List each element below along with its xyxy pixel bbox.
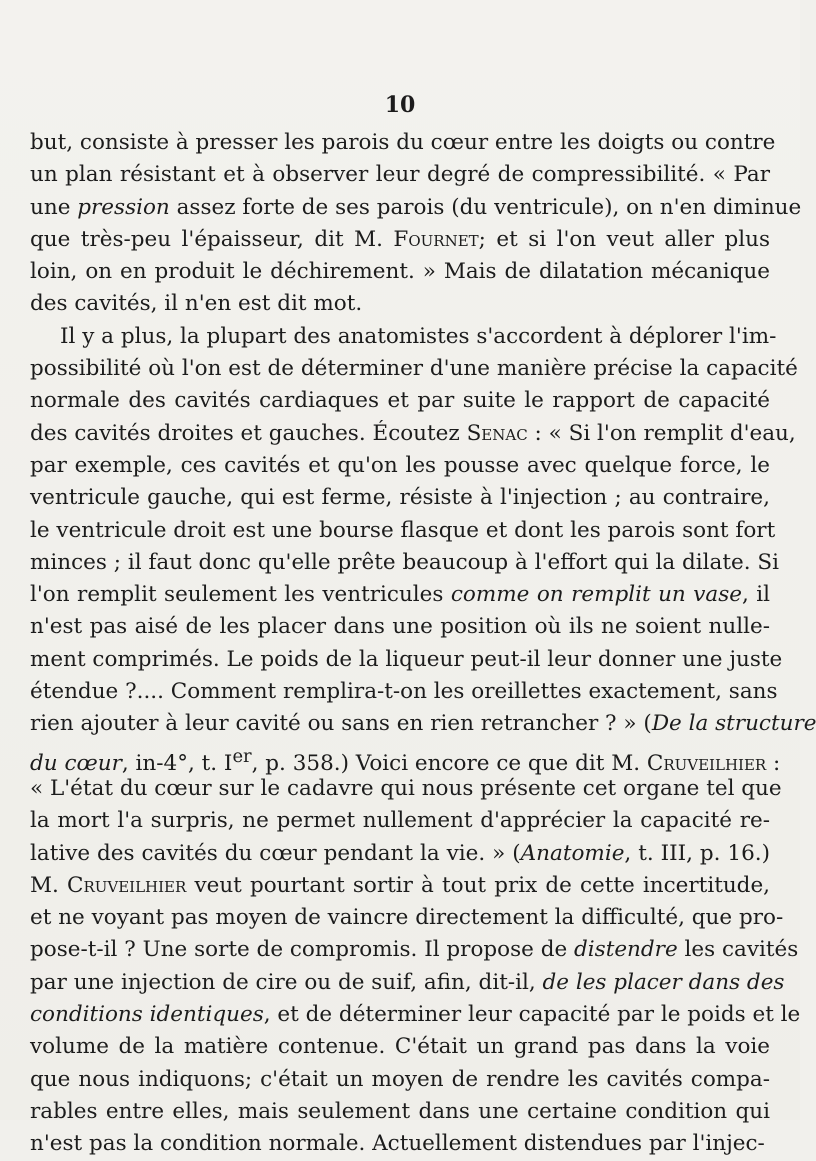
text-segment: des cavités droites et gauches. Écoutez — [30, 420, 467, 446]
text-line — [30, 418, 796, 450]
text-segment: , t. III, p. 16.) — [624, 840, 771, 866]
text-line — [30, 547, 779, 579]
text-segment: M. — [30, 872, 67, 898]
text-segment: par exemple, ces cavités et qu'on les pousse avec quelque force, le — [30, 452, 770, 478]
text-line — [30, 967, 785, 999]
text-segment: par une injection de cire ou de suif, afin, dit-il, — [30, 969, 543, 995]
text-line — [30, 127, 776, 159]
text-segment: ment comprimés. Le poids de la liqueur peut-il leur donner une juste — [30, 646, 783, 672]
italic-text: De la structure — [651, 711, 816, 737]
text-line — [30, 870, 770, 902]
text-segment: assez forte de ses parois (du ventricule), on n'en diminue — [169, 194, 802, 220]
text-segment: et ne voyant pas moyen de vaincre directement la difficulté, que pro- — [30, 905, 784, 931]
text-segment: ventricule gauche, qui est ferme, résiste à l'injection ; au contraire, — [30, 485, 770, 511]
text-segment: normale des cavités cardiaques et par suite le rapport de capacité — [30, 388, 770, 414]
italic-text: Anatomie — [520, 840, 625, 866]
text-line — [30, 450, 770, 482]
text-line — [30, 353, 798, 385]
text-segment: minces ; il faut donc qu'elle prête beaucoup à l'effort qui la dilate. Si — [30, 549, 779, 575]
text-segment: : — [766, 750, 781, 776]
text-segment: rables entre elles, mais seulement dans une certaine condition qui — [30, 1098, 770, 1124]
text-line — [30, 482, 770, 514]
italic-text: comme on remplit un vase — [450, 582, 742, 608]
text-line — [30, 805, 770, 837]
text-line — [30, 708, 816, 740]
text-line — [30, 288, 770, 320]
text-segment: pose-t-il ? Une sorte de compromis. Il propose de — [30, 937, 575, 963]
text-line — [30, 644, 783, 676]
text-line — [30, 256, 770, 288]
author-name: Cruveilhier — [646, 750, 767, 776]
text-line — [30, 1064, 770, 1096]
author-name: Cruveilhier — [67, 872, 187, 898]
body-text — [30, 127, 816, 1161]
text-segment: que nous indiquons; c'était un moyen de rendre les cavités compa- — [30, 1066, 770, 1092]
text-segment: Il y a plus, la plupart des anatomistes s'accordent à déplorer l'im- — [60, 323, 777, 349]
text-segment: possibilité où l'on est de déterminer d'une manière précise la capacité — [30, 356, 798, 382]
text-line — [30, 999, 801, 1031]
text-segment: , in-4°, t. I — [121, 750, 233, 776]
text-line — [30, 224, 770, 256]
text-segment: , il — [741, 582, 771, 608]
text-line — [30, 1096, 770, 1128]
page-number: 10 — [384, 92, 416, 118]
text-line — [30, 773, 782, 805]
text-line — [30, 515, 776, 547]
text-segment: : « Si l'on remplit d'eau, — [527, 420, 796, 446]
text-line — [30, 159, 770, 191]
text-line — [30, 385, 770, 417]
text-segment: une — [30, 194, 78, 220]
superscript: er — [232, 745, 252, 767]
text-segment: , et de déterminer leur capacité par le poids et le — [263, 1002, 801, 1028]
text-segment: le ventricule droit est une bourse flasque et dont les parois sont fort — [30, 517, 776, 543]
text-segment: « L'état du cœur sur le cadavre qui nous présente cet organe tel que — [30, 775, 782, 801]
italic-text: distendre — [574, 937, 678, 963]
text-segment: ; et si l'on veut aller plus — [478, 226, 770, 252]
text-line — [30, 838, 770, 870]
text-line — [30, 676, 778, 708]
text-segment: lative des cavités du cœur pendant la vie. » ( — [30, 840, 521, 866]
text-segment: n'est pas la condition normale. Actuellement distendues par l'injec- — [30, 1131, 765, 1157]
text-segment: rien ajouter à leur cavité ou sans en rien retrancher ? » ( — [30, 711, 652, 737]
italic-text: du cœur — [30, 750, 122, 776]
text-segment: un plan résistant et à observer leur degré de compressibilité. « Par — [30, 162, 770, 188]
author-name: Senac — [466, 420, 528, 446]
text-line — [30, 579, 770, 611]
text-line — [30, 902, 784, 934]
text-segment: l'on remplit seulement les ventricules — [30, 582, 451, 608]
text-segment: des cavités, il n'en est dit mot. — [30, 291, 363, 317]
text-line — [30, 192, 802, 224]
text-segment: , p. 358.) Voici encore ce que dit M. — [251, 750, 647, 776]
text-line — [30, 611, 770, 643]
italic-text: de les placer dans des — [542, 969, 785, 995]
text-segment: but, consiste à presser les parois du cœur entre les doigts ou contre — [30, 130, 776, 155]
text-segment: loin, on en produit le déchirement. » Mais de dilatation mécanique — [30, 259, 770, 285]
text-line — [30, 321, 777, 353]
text-line — [30, 1031, 770, 1063]
text-segment: étendue ?.... Comment remplira-t-on les oreillettes exactement, sans — [30, 679, 778, 705]
author-name: Fournet — [393, 226, 479, 252]
text-segment: la mort l'a surpris, ne permet nullement d'apprécier la capacité re- — [30, 808, 770, 834]
text-line — [30, 1128, 770, 1160]
italic-text: conditions identiques — [30, 1002, 264, 1028]
text-segment: n'est pas aisé de les placer dans une position où ils ne soient nulle- — [30, 614, 770, 640]
italic-text: pression — [77, 194, 170, 220]
text-segment: les cavités — [677, 937, 799, 963]
text-segment: que très-peu l'épaisseur, dit M. — [30, 226, 394, 252]
text-segment: volume de la matière contenue. C'était un grand pas dans la voie — [30, 1034, 770, 1060]
text-line — [30, 934, 799, 966]
text-segment: veut pourtant sortir à tout prix de cette incertitude, — [186, 872, 771, 898]
text-line — [30, 741, 781, 776]
